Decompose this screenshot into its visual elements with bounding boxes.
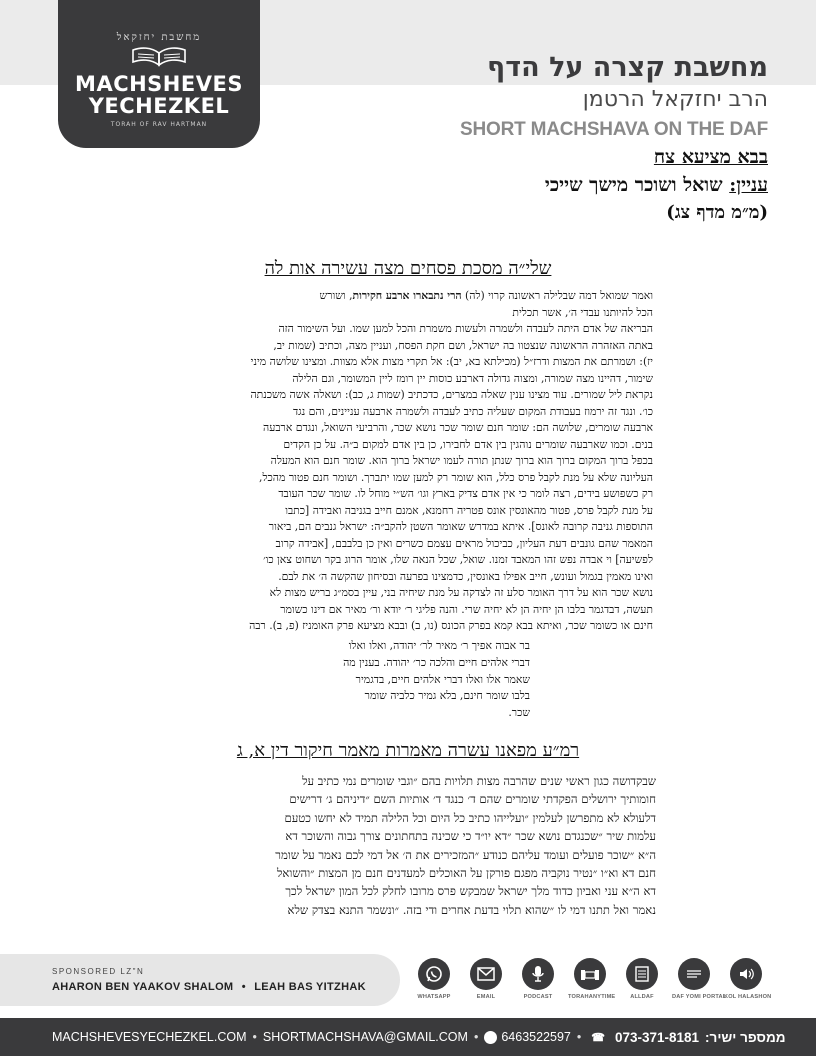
rabbi-name: הרב יחזקאל הרטמן xyxy=(582,87,768,112)
whatsapp-phone-icon xyxy=(484,1031,497,1044)
section-title-shelah: שלי״ה מסכת פסחים מצה עשירה אות לה xyxy=(264,258,552,279)
link-icons xyxy=(410,958,780,1008)
kol-halashon-caption: KOL HALASHON xyxy=(724,994,772,1000)
daf-yomi-portal-icon xyxy=(685,967,703,981)
kol-halashon-footer-icon: ☎ xyxy=(591,1031,605,1044)
text-line: ואינו מאמין בגמול ועונש, חייב אפילו באונסין, כדמצינו בפרעה ובסיחון שהקשה ה׳ את לבם. xyxy=(278,569,653,583)
torahanytime-link[interactable] xyxy=(568,958,616,1000)
logo-name-line2: YECHEZKEL xyxy=(88,94,230,118)
text-line: יז): ושמרתם את המצות ודרז״ל (מכילתא בא, יב): אל תקרי מצות אלא מצוות. ומצינו שלושה מיני xyxy=(250,355,653,368)
text-line: דברי אלהים חיים והלכה כר׳ יהודה. בענין מה xyxy=(343,655,530,669)
text-line: שבקדושה כגון ראשי שנים שהרבה מצות תלויות בהם ״וגבי שומרים נמי כתיב על xyxy=(302,774,656,788)
text-line: חומותיך ירושלים הפקדתי שומרים שהם ד׳ כנגד ד׳ אותיות השם ״דיניהם ג׳ דרישים xyxy=(289,792,656,807)
emphasis-text: הרי נתבארו ארבע חקירות xyxy=(352,289,462,302)
daf-yomi-portal-caption: DAF YOMI PORTAL xyxy=(672,994,727,1000)
text-line: על מנת לקבל פרס, פטור מהאונסין אונס פטריה רחמנא, אמנם חייב בגניבה ואבידה [כתבו xyxy=(285,503,653,517)
section-title-rama: רמ״ע מפאנו עשרה מאמרות מאמר חיקור דין א, ג xyxy=(236,740,580,761)
torahanytime-caption: TORAHANYTIME xyxy=(568,994,616,1000)
sponsor-name-2: LEAH BAS YITZHAK xyxy=(254,981,366,993)
text-line: בר אבוה אפיך ר׳ מאיר לר׳ יהודה, ואלו ואלו xyxy=(348,639,530,652)
footer-separator: • xyxy=(576,1030,582,1044)
text-line: הבריאה של אדם היתה לעבדה ולשמרה ולעשות משמרת והכל למען שמו. ועל השימור הזה xyxy=(278,322,653,335)
logo-tagline: TORAH OF RAV HARTMAN xyxy=(110,121,208,128)
open-book-icon xyxy=(129,45,189,69)
text-line: חנם דא וא״ו ״נטיר נוקביה מפגם פורקן על האוכלים למעדנים חנם מן המצות ״והשואל xyxy=(276,866,656,881)
email-caption: EMAIL xyxy=(476,994,496,1000)
sponsor-bullet: • xyxy=(241,981,246,993)
topic-line xyxy=(545,174,768,197)
text-line: שכר. xyxy=(508,706,530,720)
whatsapp-caption: WHATSAPP xyxy=(417,994,451,1000)
text-line: באתה האזהרה הראשונה שנצטוו בה ישראל, ושם חקת הפסח, ועניין מצה, וכתיב (שמות יב, xyxy=(273,338,653,352)
text-line: ואמר שמואל דמה שבלילה ראשונה קרוי (לה) הרי נתבארו ארבע חקירות, ושורש xyxy=(319,289,653,302)
source-reference: (מ״מ מדף צג) xyxy=(666,202,768,223)
footer-bar xyxy=(0,1018,816,1056)
sponsor-name-1: AHARON BEN YAAKOV SHALOM xyxy=(52,981,234,993)
text-line: הכל להיותנו עבדי ה׳, אשר תכלית xyxy=(512,305,653,319)
text-line: עלמות שיר ״שכנגדם נושא שכר ״דא יו״ד כי שכינה בתחתונים צורך גבוה והשוכר דא xyxy=(285,829,656,844)
tractate-reference: בבא מציעא צח xyxy=(653,146,768,168)
text-line: דלעולא לא מתפרשן לעלמין ״ועלייהו כתיב כל היום וכל הלילה תמיד לא יחשו כטעם xyxy=(284,810,656,825)
text-line: שאמר אלו ואלו דברי אלהים חיים, בדגמיר xyxy=(355,672,530,686)
page-title: מחשבת קצרה על הדף xyxy=(487,52,768,83)
whatsapp-icon xyxy=(425,965,443,983)
text-line: העליונה שלא על מנת לקבל פרס כלל, הוא שומר רק למען שמו יתברך. ושומר חנם פטור מהכל, xyxy=(259,470,653,484)
logo[interactable] xyxy=(58,0,260,148)
whatsapp-number[interactable]: 6463522597 xyxy=(501,1030,571,1044)
sponsor-names xyxy=(52,981,366,993)
text-line: נושא שכר הוא על דרך האומר סלע זה לצדקה על מנת שיחיה בני, עיין בסמ״ג בריש מצות לא xyxy=(269,586,653,599)
text-line: ה״א ״שוכר פועלים ועומד עליהם כנודע ״המזכירים את ה׳ אל דמי לכם נאמר על שומר xyxy=(275,847,656,862)
text-line: בכפל ברוך המקום ברוך הוא ברוך שנתן תורה לעמו ישראל ברוך הוא. שומר חנם הוא המעלה xyxy=(270,454,653,467)
text-line: נאמר ואל תתנו דמי לו ״שהוא תלוי בדעת אחרים ודי בזה. ״ונשמר התנא בצדק שלא xyxy=(287,902,656,917)
shelah-paragraph xyxy=(165,288,653,635)
logo-hebrew-text: מחשבת יחזקאל xyxy=(116,32,202,43)
text-line: בלבו שומר חינם, בלא גמיר כלביה שומר xyxy=(364,689,530,703)
shelah-continuation xyxy=(298,638,530,722)
english-title: SHORT MACHSHAVA ON THE DAF xyxy=(460,119,768,140)
text-line: דא ה״א עני ואביון כדוד מלך ישראל שמבקש פרס מרובו לחלק לכל המון ישראל לכך xyxy=(285,884,656,899)
podcast-caption: PODCAST xyxy=(523,994,553,1000)
podcast-link[interactable] xyxy=(516,958,560,1000)
daf-yomi-portal-link[interactable] xyxy=(672,958,727,1000)
microphone-icon xyxy=(531,965,545,983)
email-icon xyxy=(477,967,495,981)
topic-text: שואל ושוכר מישך שייכי xyxy=(544,174,723,196)
alldaf-caption: ALLDAF xyxy=(630,994,654,1000)
torahanytime-icon xyxy=(580,967,600,981)
sponsor-label: SPONSORED LZ"N xyxy=(52,967,145,976)
text-line: המאמר שהם גונבים דעת העליון, כביכול מראים עצמם כשרים ואין כן בלבבם, [אבידה קרוב xyxy=(275,536,653,550)
topic-label: עניין: xyxy=(729,174,768,196)
kol-halashon-link[interactable] xyxy=(724,958,772,1000)
text-line: שימור, דהיינו מצה שמורה, ומצוה גדולה דארבע כוסות יין רומז ליין המשומר, וגם הלילה xyxy=(292,371,653,385)
text-line: נקראת ליל שמורים. עוד מצינו ענין שאלה במצרים, כדכתיב (שמות ג, כב): ושאלה אשה משכנתה xyxy=(250,388,653,401)
text-line: כו׳. ונגד זה ירמוז בעבודת המקום שעליה כתיב לעבדה ולשמרה ארבעה עניינים, והם נגד xyxy=(292,404,653,418)
kol-halashon-icon xyxy=(737,967,755,981)
text-line: תעשה, דבדגמר בלבו הן יחיה הן לא יחיה שרי. והנה פליגי ר׳ יודא ור׳ מאיר אם דינו כשומר xyxy=(280,602,653,616)
logo-name-line1: MACHSHEVES xyxy=(75,72,243,96)
rama-paragraph xyxy=(158,772,656,919)
direct-number-label: ממספר ישיר: xyxy=(705,1029,786,1045)
whatsapp-link[interactable] xyxy=(412,958,456,1000)
footer-separator: • xyxy=(473,1030,479,1044)
email-link[interactable] xyxy=(464,958,508,1000)
text-line: חינם או כשומר שכר, ואיתא בבא קמא בפרק הכונס (נו, ב) ובבא מציעא פרק האומניז (פ, ב). רבה xyxy=(249,619,653,632)
text-line: רק כשפושע בידים, רצה לומר כי אין אדם צדיק בארץ וגו׳ הש״י מוחל לו. שומר שכר העובד xyxy=(278,487,653,500)
alldaf-link[interactable] xyxy=(620,958,664,1000)
text-line: התוספות גניבה קרובה לאונס]. איתא במדרש שאומר השטן להקב״ה: ישראל גנבים הם, ביאור xyxy=(268,520,653,533)
website-link[interactable]: MACHSHEVESYECHEZKEL.COM xyxy=(52,1030,247,1044)
direct-number[interactable]: 073-371-8181 xyxy=(614,1029,700,1045)
text-line: בנים. וכמו שארבעה שומרים נוהגין בין אדם לחבירו, כן בין אדם למקום ב״ה. על כן הקדים xyxy=(283,437,653,451)
text-line: לפשיעה] וי אבדה נפש זהו המאבד זמנו. שואל, שכל הנאה שלו, אומר הרוג בקר ושחוט צאן כו׳ xyxy=(263,553,653,566)
text-line: ארבעה שומרים, שלושה הם: שומר חנם שומר שכר נושא שכר, והרביעי השואל, ונגדם ארבעה xyxy=(263,421,653,434)
sponsor-banner xyxy=(0,954,400,1006)
email-address-link[interactable]: SHORTMACHSHAVA@GMAIL.COM xyxy=(262,1030,468,1044)
footer-separator: • xyxy=(252,1030,257,1044)
alldaf-icon xyxy=(634,966,650,982)
